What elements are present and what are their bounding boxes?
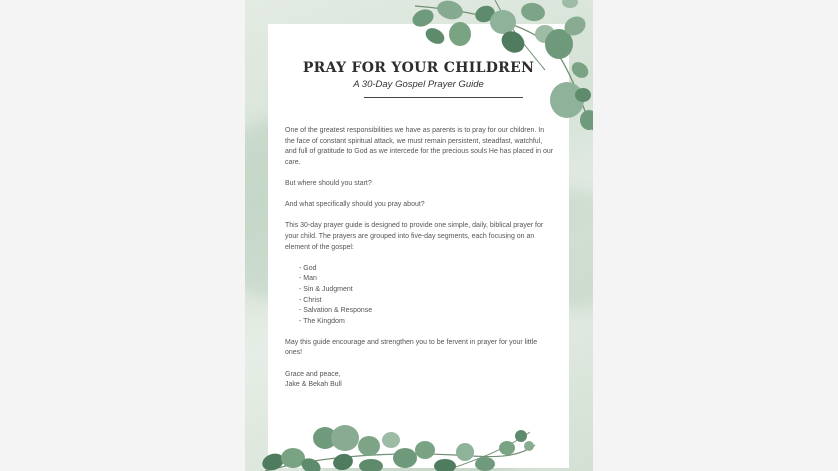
list-item: - Christ — [299, 296, 322, 304]
list-item: - God — [299, 264, 317, 272]
intro-paragraph: One of the greatest responsibilities we have as parents is to pray for our children. In the face of constant spiritual attack, we must remain persistent, steadfast, watchful, and full of gratitude to God as we intercede for the precious souls He has placed in our care. — [285, 127, 554, 166]
list-item: - The Kingdom — [299, 317, 345, 325]
page-title: PRAY FOR YOUR CHILDREN — [302, 60, 535, 76]
list-item: - Man — [299, 275, 317, 283]
page-subtitle: A 30-Day Gospel Prayer Guide — [353, 79, 484, 90]
description-paragraph: This 30-day prayer guide is designed to provide one simple, daily, biblical prayer for your child. The prayers are grouped into five-day segments, each focusing on an element of the gospel: — [285, 222, 544, 251]
question-paragraph: And what specifically should you pray about? — [285, 201, 425, 209]
signoff-line: Grace and peace, — [285, 370, 341, 378]
question-paragraph: But where should you start? — [285, 179, 372, 187]
list-item: - Sin & Judgment — [299, 285, 353, 293]
title-divider — [364, 97, 523, 98]
gospel-elements-list — [285, 264, 555, 328]
document-page — [245, 0, 593, 471]
body-text — [285, 126, 555, 391]
list-item: - Salvation & Response — [299, 307, 373, 315]
closing-paragraph: May this guide encourage and strengthen you to be fervent in prayer for your little ones! — [285, 338, 538, 357]
signoff-names: Jake & Bekah Bull — [285, 381, 342, 389]
page-card — [268, 24, 569, 468]
